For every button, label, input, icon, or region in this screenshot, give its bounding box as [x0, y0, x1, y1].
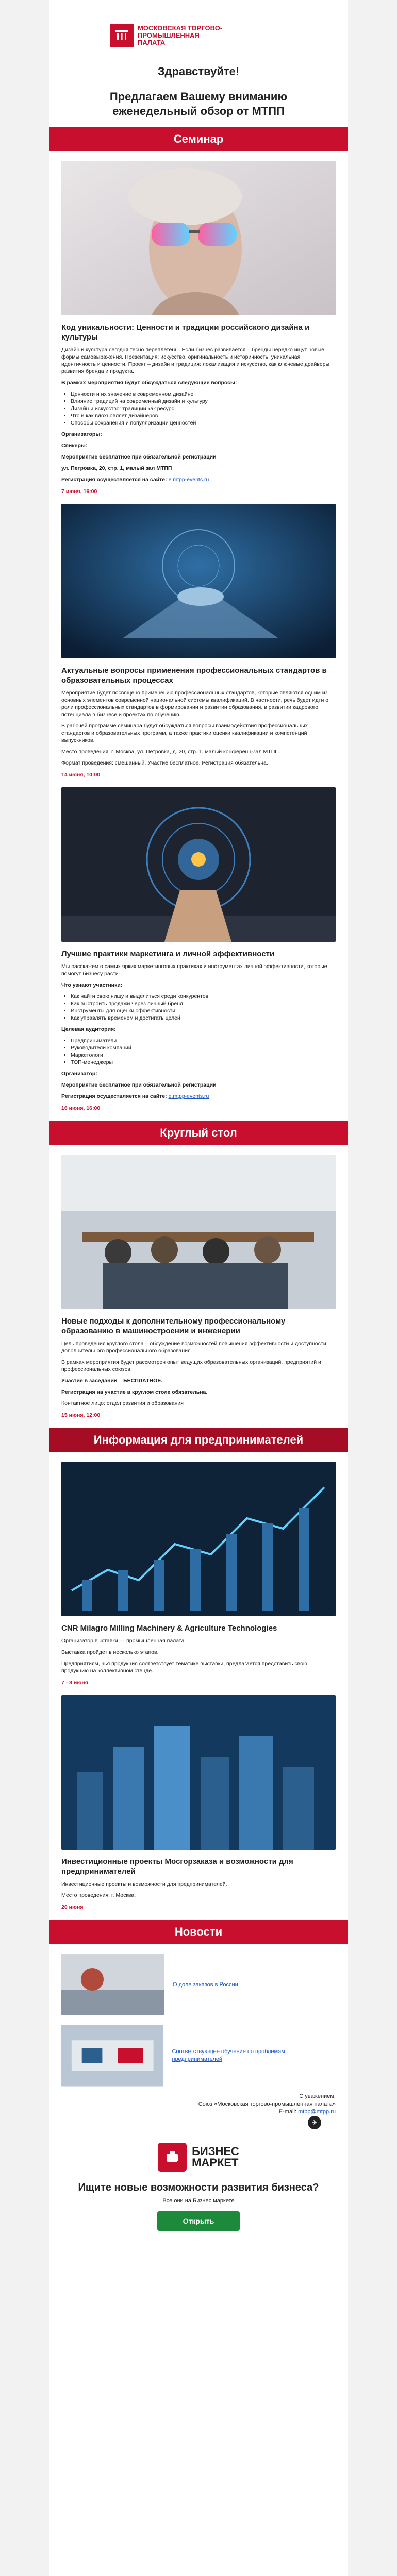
article-registration: Регистрация на участие в круглом столе обязательна. [61, 1389, 208, 1395]
article-participation: Участие в заседании – БЕСПЛАТНОЕ. [61, 1378, 163, 1384]
article-registration: Регистрация осуществляется на сайте: e.mtpp-events.ru [61, 1093, 209, 1099]
article-organizer: Организатор: [61, 1071, 97, 1077]
article-contact: Контактное лицо: отдел развития и образования [61, 1400, 184, 1406]
section-seminar: Семинар [49, 127, 348, 151]
article-bullets: • Как найти свою нишу и выделиться среди конкурентов • Как выстроить продажи через личный бренд • Инструменты для оценки эффективности • Как управлять временем и достигать целей [61, 993, 336, 1022]
bm-subtitle: Все они на Бизнес маркете [162, 2198, 235, 2204]
article-audience: Целевая аудитория: [61, 1026, 116, 1032]
article-address: ул. Петровка, 20, стр. 1, малый зал МТПП [61, 465, 172, 471]
header-logo[interactable] [49, 0, 348, 54]
article-text: Предприятиям, чья продукция соответствует тематике выставки, предлагается представить свою продукцию на коллективном стенде. [61, 1660, 307, 1674]
article-free-note: Мероприятие бесплатное при обязательной регистрации [61, 454, 217, 460]
mtpp-logo-icon [110, 24, 134, 47]
article-text: В рамках мероприятия будет рассмотрен опыт ведущих образовательных организаций, предприятий и профессиональных союзов. [61, 1359, 321, 1372]
news-item[interactable] [61, 1954, 336, 2015]
news-item[interactable] [61, 2025, 336, 2087]
business-market-logo[interactable]: БИЗНЕС МАРКЕТ [61, 2143, 336, 2172]
article-text: Дизайн и культура сегодня тесно переплетены. Если бизнес развивается – бренды нередко ищут новые формы самовыражения. Презентация: искусство, оригинальность и историчность, уникальная идентичность и ценности. Проект – дизайн и традиция: локализация и искусство, как ключевые драйверы развития бренда и продукта. [61, 347, 329, 375]
bm-question: Ищите новые возможности развития бизнеса? [78, 2182, 319, 2193]
news-link[interactable]: Соответствующее обучение по проблемам предпринимателей [172, 2048, 285, 2062]
article-bullets: • Ценности и их значение в современном дизайне • Влияние традиций на современный дизайн и культуру • Дизайн и искусство: традиции как ресурс • Что и как вдохновляет дизайнеров • Способы сохранения и популяризации ценностей [61, 391, 336, 427]
greeting: Здравствуйте! [157, 65, 240, 78]
article-title[interactable]: Новые подходы к дополнительному профессиональному образованию в машиностроении и инженерии [61, 1317, 286, 1335]
article-title[interactable]: Код уникальности: Ценности и традиции российского дизайна и культуры [61, 323, 310, 342]
org-name: МОСКОВСКАЯ ТОРГОВО-ПРОМЫШЛЕННАЯ ПАЛАТА [138, 24, 223, 46]
email-body [49, 0, 348, 2576]
signature: С уважением, Союз «Московская торгово-промышленная палата» E-mail: mtpp@mtpp.ru [198, 2093, 336, 2115]
intro-title: Предлагаем Вашему вниманию еженедельный обзор от МТПП [109, 90, 288, 117]
registration-link[interactable]: e.mtpp-events.ru [168, 477, 209, 483]
article-text: В рабочей программе семинара будут обсуждаться вопросы взаимодействия профессиональных стандартов и образовательных программ, а также практики оценки квалификации и компетенций выпускников. [61, 723, 308, 743]
open-button[interactable]: Открыть [157, 2211, 240, 2231]
article-date: 15 июня, 12:00 [61, 1412, 101, 1418]
news-link[interactable]: О доле заказов в России [173, 1981, 238, 1988]
article-date: 7 июня, 16:00 [61, 488, 97, 495]
article-text: Организатор выставки — промышленная палата. [61, 1638, 186, 1644]
article-title[interactable]: Инвестиционные проекты Мосгорзаказа и возможности для предпринимателей [61, 1857, 293, 1876]
section-news: Новости [49, 1920, 348, 1944]
article-organizers: Организаторы: [61, 431, 102, 437]
article-text: Выставка пройдет в несколько этапов. [61, 1649, 159, 1655]
article-text: Цель проведения круглого стола – обсуждение возможностей повышения эффективности и доступности дополнительного профессионального образования. [61, 1341, 326, 1354]
news-thumbnail[interactable] [61, 1954, 164, 2015]
section-round-table: Круглый стол [49, 1121, 348, 1145]
article-text: Место проведения: г. Москва. [61, 1892, 136, 1899]
article-free-note: Мероприятие бесплатное при обязательной регистрации [61, 1082, 217, 1088]
email-link[interactable]: mtpp@mtpp.ru [298, 2109, 336, 2115]
article-text: Инвестиционные проекты и возможности для предпринимателей. [61, 1881, 227, 1887]
article-date: 7 - 8 июня [61, 1680, 88, 1686]
article-speakers: Спикеры: [61, 443, 88, 449]
article-image-chart[interactable] [61, 1462, 336, 1616]
article-image-target[interactable] [61, 787, 336, 942]
article-image-design[interactable] [61, 161, 336, 315]
telegram-icon[interactable]: ✈ [308, 2116, 321, 2129]
article-format: Формат проведения: смешанный. Участие бесплатное. Регистрация обязательна. [61, 760, 268, 766]
news-thumbnail[interactable] [61, 2025, 163, 2087]
article-text: В рамках мероприятия будут обсуждаться следующие вопросы: [61, 380, 237, 386]
article-date: 20 июня [61, 1904, 84, 1910]
article-date: 16 июня, 16:00 [61, 1105, 101, 1111]
article-image-classroom[interactable] [61, 1155, 336, 1309]
article-text: Мы расскажем о самых ярких маркетинговых практиках и инструментах личной эффективности, которые помогут бизнесу расти. [61, 963, 327, 977]
article-title[interactable]: CNR Milagro Milling Machinery & Agriculture Technologies [61, 1624, 277, 1633]
article-title[interactable]: Актуальные вопросы применения профессиональных стандартов в образовательных процессах [61, 666, 327, 685]
article-image-handshake[interactable] [61, 504, 336, 658]
article-audience-list: • Предприниматели • Руководители компаний • Маркетологи • ТОП-менеджеры [61, 1037, 336, 1066]
article-place: Место проведения: г. Москва, ул. Петровка, д. 20, стр. 1, малый конференц-зал МТПП. [61, 749, 280, 755]
article-registration: Регистрация осуществляется на сайте: e.mtpp-events.ru [61, 477, 209, 483]
section-entrepreneurs: Информация для предпринимателей [49, 1428, 348, 1452]
article-date: 14 июня, 10:00 [61, 772, 101, 778]
registration-link[interactable]: e.mtpp-events.ru [168, 1093, 209, 1099]
article-text: Мероприятие будет посвящено применению профессиональных стандартов, которые являются одним из основных элементов современной национальной системы квалификаций. В частности, речь будет идти о роли профессиональных стандартов в формировании и развитии образования, в развитии кадрового потенциала в бизнесе и проектах по обучению. [61, 690, 329, 718]
business-market-icon [158, 2143, 187, 2172]
article-title[interactable]: Лучшие практики маркетинга и личной эффективности [61, 950, 275, 958]
article-image-city[interactable] [61, 1695, 336, 1850]
article-text: Что узнают участники: [61, 982, 123, 988]
